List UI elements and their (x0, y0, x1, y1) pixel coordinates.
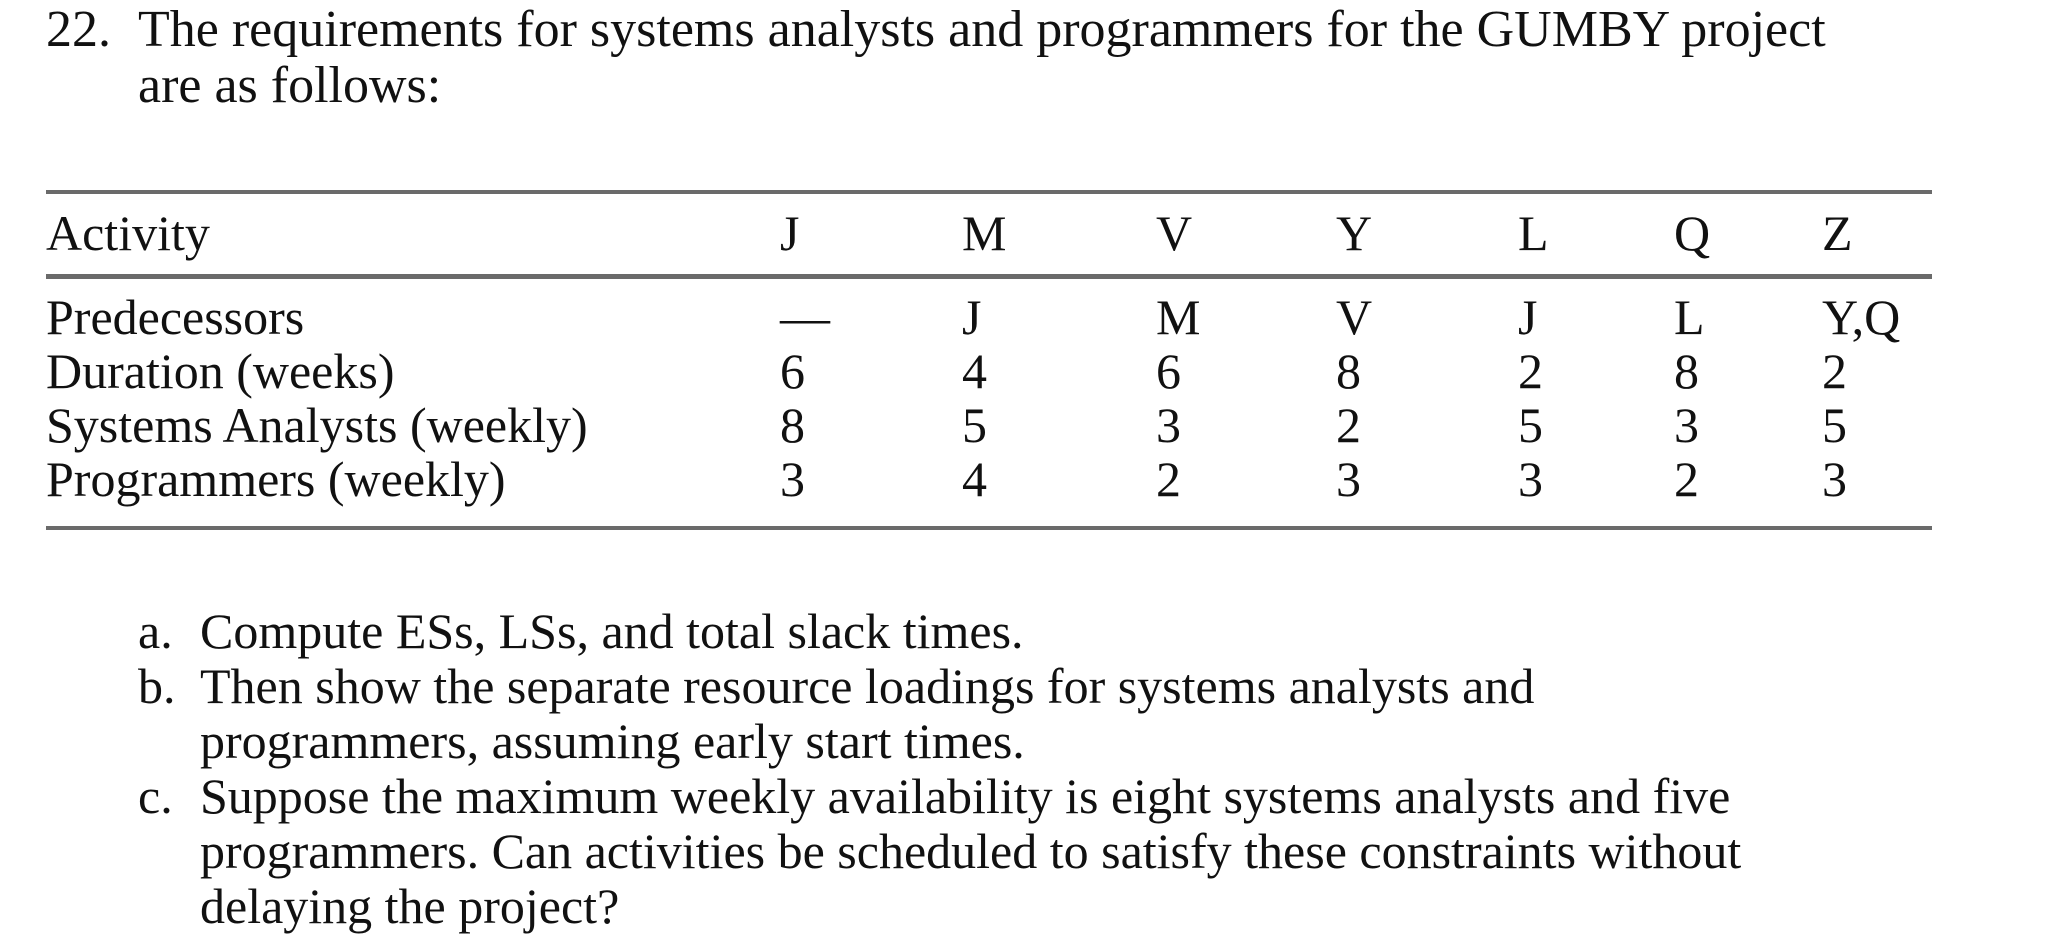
question-part-a (138, 604, 1938, 659)
row-label-predecessors: Predecessors (46, 289, 305, 345)
table-header-rule (46, 274, 1932, 279)
table-cell: 5 (1822, 397, 1847, 453)
table-cell: 3 (780, 451, 805, 507)
table-cell: 3 (1822, 451, 1847, 507)
table-cell: 4 (962, 343, 987, 399)
part-text (200, 659, 1938, 769)
part-letter: a. (138, 603, 173, 659)
table-cell: 8 (1674, 343, 1699, 399)
table-cell: 3 (1674, 397, 1699, 453)
table-header-cell: Q (1674, 205, 1711, 261)
table-header-activity: Activity (46, 205, 210, 261)
table-cell: J (1518, 289, 1538, 345)
part-letter: c. (138, 768, 173, 824)
table-cell: 3 (1156, 397, 1181, 453)
part-line: Compute ESs, LSs, and total slack times. (200, 603, 1024, 659)
table-cell: — (780, 289, 830, 345)
question-part-b (138, 659, 1938, 769)
table-bottom-rule (46, 526, 1932, 530)
table-cell: L (1674, 289, 1705, 345)
problem-stem-line: are as follows: (138, 57, 442, 114)
table-header-cell: M (962, 205, 1007, 261)
table-cell: V (1336, 289, 1373, 345)
table-header-cell: V (1156, 205, 1193, 261)
part-letter: b. (138, 658, 176, 714)
table-cell: 2 (1822, 343, 1847, 399)
table-header-cell: L (1518, 205, 1549, 261)
part-line: delaying the project? (200, 878, 620, 934)
part-line: Suppose the maximum weekly availability is eight systems analysts and five (200, 768, 1731, 824)
part-text (200, 769, 1938, 934)
table-cell: 6 (780, 343, 805, 399)
table-cell: 2 (1156, 451, 1181, 507)
part-line: Then show the separate resource loadings for systems analysts and (200, 658, 1535, 714)
table-cell: 5 (1518, 397, 1543, 453)
table-cell: 3 (1336, 451, 1361, 507)
table-header-cell: Y (1336, 205, 1373, 261)
table-cell: M (1156, 289, 1201, 345)
table-cell: 2 (1518, 343, 1543, 399)
problem-stem-line: The requirements for systems analysts and programmers for the GUMBY project (138, 1, 1826, 58)
table-header-cell: Z (1822, 205, 1853, 261)
table-cell: 2 (1674, 451, 1699, 507)
part-text (200, 604, 1938, 659)
problem-stem (138, 2, 1938, 114)
table-top-rule (46, 190, 1932, 194)
problem-number: 22. (46, 1, 111, 58)
part-line: programmers, assuming early start times. (200, 713, 1025, 769)
table-cell: 8 (1336, 343, 1361, 399)
part-line: programmers. Can activities be scheduled to satisfy these constraints without (200, 823, 1742, 879)
table-cell: 2 (1336, 397, 1361, 453)
table-cell: 3 (1518, 451, 1543, 507)
table-cell: 6 (1156, 343, 1181, 399)
table-header-cell: J (780, 205, 800, 261)
table-cell: 4 (962, 451, 987, 507)
question-part-c (138, 769, 1938, 934)
table-cell: Y,Q (1822, 289, 1901, 345)
row-label-programmers: Programmers (weekly) (46, 451, 506, 507)
row-label-duration: Duration (weeks) (46, 343, 395, 399)
row-label-systems-analysts: Systems Analysts (weekly) (46, 397, 588, 453)
table-cell: J (962, 289, 982, 345)
table-cell: 8 (780, 397, 805, 453)
table-cell: 5 (962, 397, 987, 453)
question-parts (138, 604, 1938, 934)
